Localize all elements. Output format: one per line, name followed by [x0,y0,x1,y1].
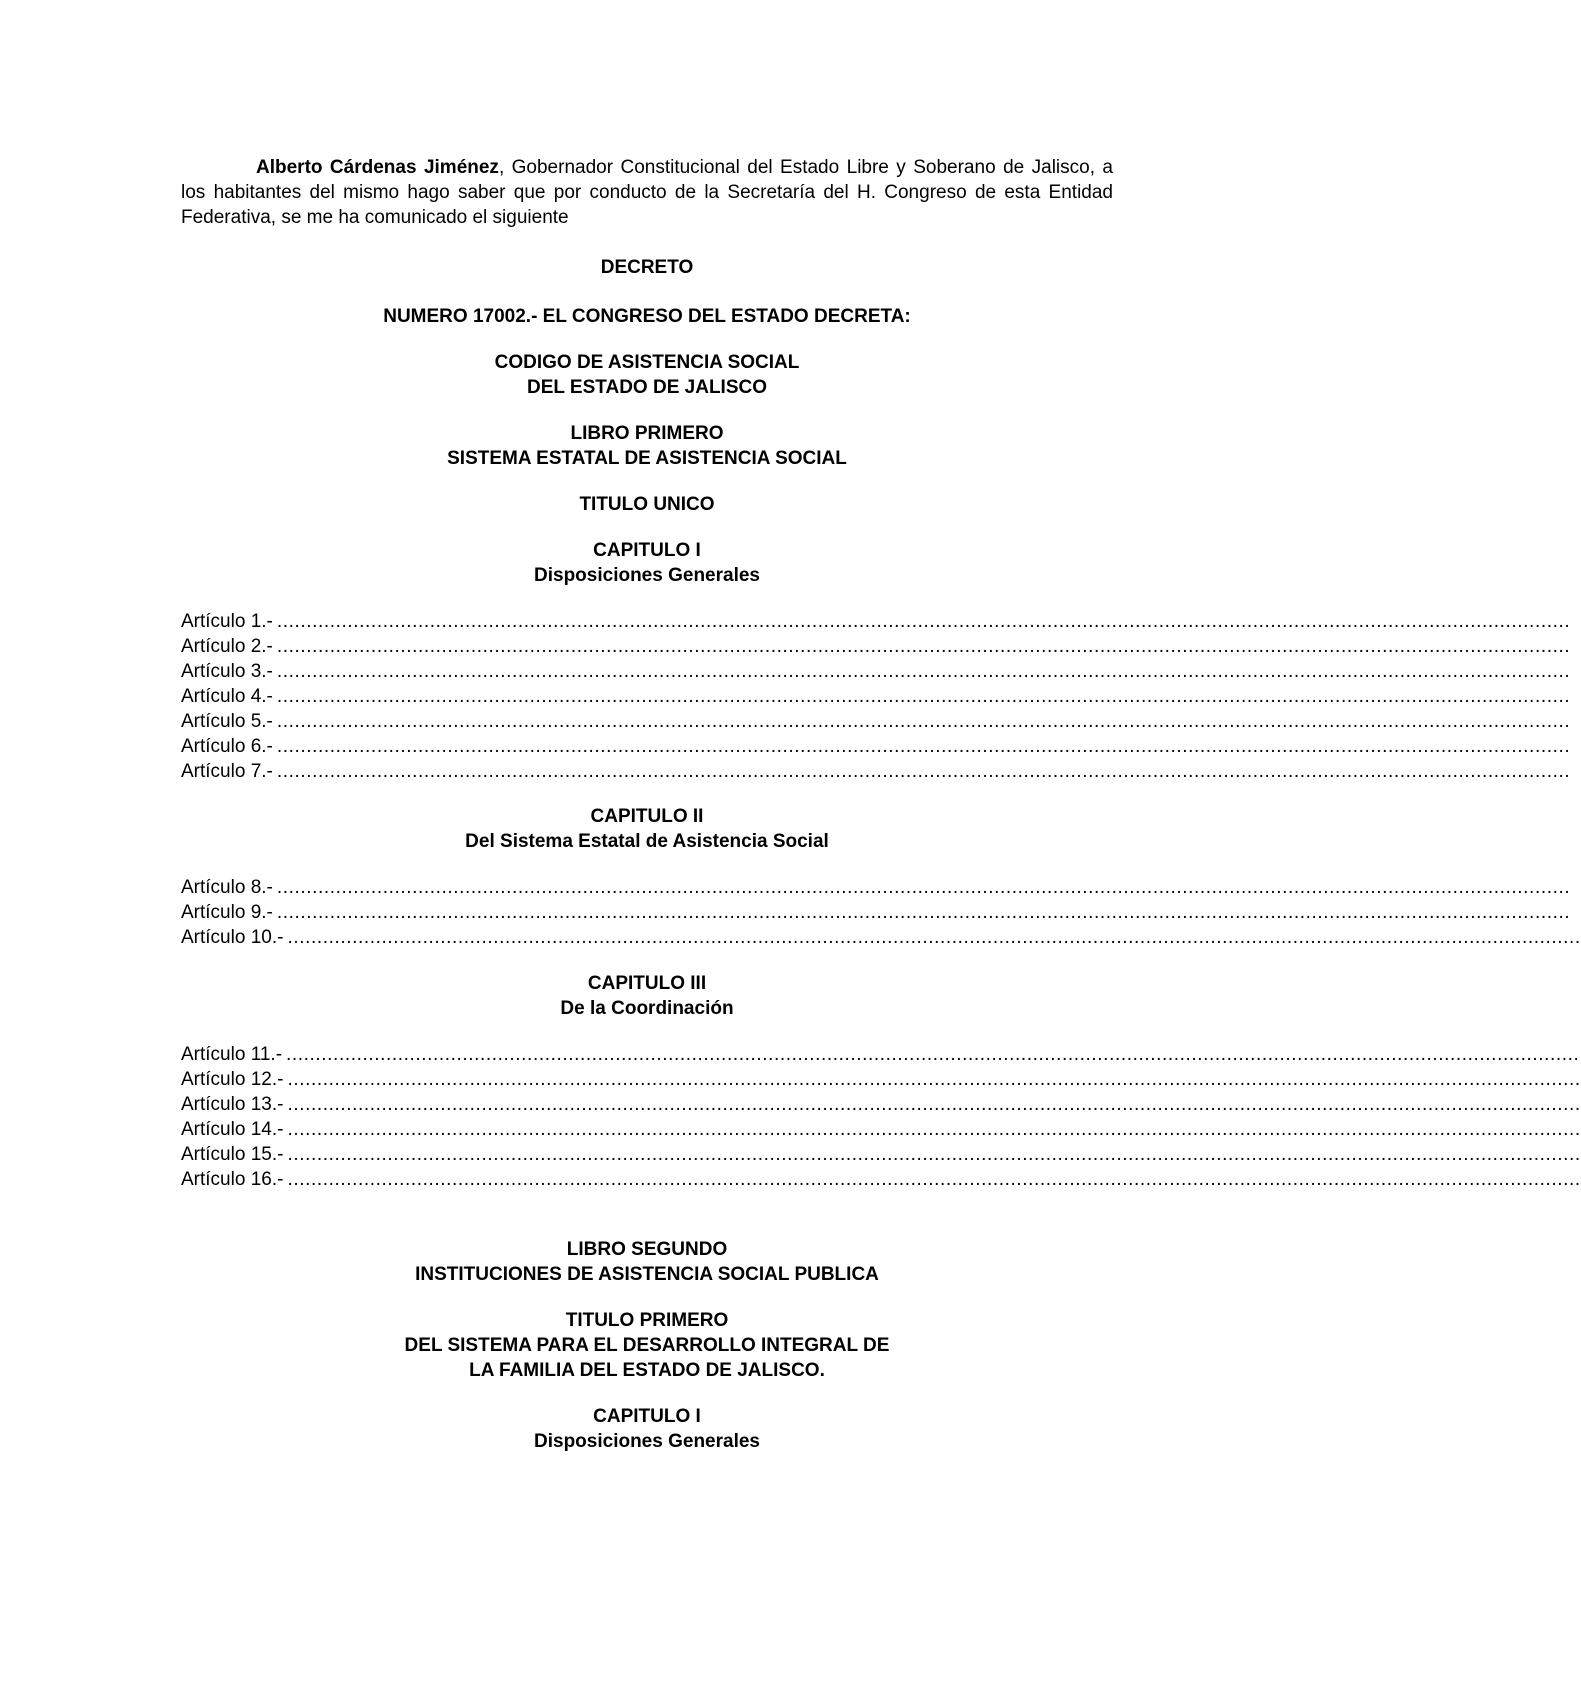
document-page [181,155,1581,1454]
dot-leader: ............................................................................................................................................................................................................................ [287,927,1581,948]
dot-leader: ............................................................................................................................................................................................................................ [276,711,1571,732]
dot-leader: ............................................................................................................................................................................................................................ [276,661,1571,682]
dot-leader: ............................................................................................................................................................................................................................ [287,1144,1581,1165]
article-row [181,1067,1581,1092]
capitulo-2-heading [181,804,1113,854]
dot-leader: ............................................................................................................................................................................................................................ [276,902,1571,923]
governor-name: Alberto Cárdenas Jiménez [256,157,499,178]
intro-paragraph [181,155,1113,230]
dot-leader: ............................................................................................................................................................................................................................ [276,611,1571,632]
dot-leader: ............................................................................................................................................................................................................................ [276,877,1571,898]
titulo-primero-line-1: TITULO PRIMERO [565,1310,729,1331]
article-label: Artículo 10.- [181,927,284,948]
article-row [181,1042,1580,1067]
libro-segundo-line-1: LIBRO SEGUNDO [566,1239,728,1260]
libro-primero-heading [181,421,1113,471]
titulo-primero-line-3: LA FAMILIA DEL ESTADO DE JALISCO. [469,1360,825,1381]
dot-leader: ............................................................................................................................................................................................................................ [276,636,1571,657]
dot-leader: ............................................................................................................................................................................................................................ [287,1119,1581,1140]
article-label: Artículo 4.- [181,686,273,707]
libro-primero-line-1: LIBRO PRIMERO [570,423,724,444]
article-row [181,925,1581,950]
article-label: Artículo 13.- [181,1094,284,1115]
article-row [181,684,1571,709]
libro-segundo-heading [181,1237,1113,1287]
article-label: Artículo 5.- [181,711,273,732]
dot-leader: ............................................................................................................................................................................................................................ [287,1169,1581,1190]
capitulo-1-b-heading [181,1404,1113,1454]
capitulo-1-b-subtitle: Disposiciones Generales [534,1431,760,1452]
article-row [181,734,1571,759]
capitulo-1-title: CAPITULO I [593,540,701,561]
decreto-heading: DECRETO [600,257,694,278]
article-label: Artículo 14.- [181,1119,284,1140]
article-row [181,759,1571,784]
article-row [181,900,1571,925]
dot-leader: ............................................................................................................................................................................................................................ [287,1094,1581,1115]
article-label: Artículo 15.- [181,1144,284,1165]
article-label: Artículo 7.- [181,761,273,782]
libro-segundo-line-2: INSTITUCIONES DE ASISTENCIA SOCIAL PUBLICA [415,1264,879,1285]
titulo-primero-heading [181,1308,1113,1383]
code-title-line-2: DEL ESTADO DE JALISCO [527,377,767,398]
code-title [181,350,1113,400]
article-label: Artículo 3.- [181,661,273,682]
article-label: Artículo 1.- [181,611,273,632]
article-row [181,1092,1581,1117]
capitulo-1-articles [181,609,1571,784]
article-label: Artículo 2.- [181,636,273,657]
titulo-primero-line-2: DEL SISTEMA PARA EL DESARROLLO INTEGRAL DE [404,1335,890,1356]
article-row [181,1142,1581,1167]
article-row [181,609,1571,634]
dot-leader: ............................................................................................................................................................................................................................ [286,1044,1580,1065]
capitulo-1-b-title: CAPITULO I [593,1406,701,1427]
capitulo-2-title: CAPITULO II [590,806,704,827]
article-label: Artículo 6.- [181,736,273,757]
dot-leader: ............................................................................................................................................................................................................................ [276,736,1571,757]
article-label: Artículo 16.- [181,1169,284,1190]
article-label: Artículo 11.- [181,1044,283,1065]
article-label: Artículo 12.- [181,1069,284,1090]
capitulo-3-title: CAPITULO III [587,973,707,994]
capitulo-3-subtitle: De la Coordinación [560,998,734,1019]
article-row [181,709,1571,734]
capitulo-3-heading [181,971,1113,1021]
capitulo-2-articles [181,875,1581,950]
dot-leader: ............................................................................................................................................................................................................................ [276,761,1571,782]
dot-leader: ............................................................................................................................................................................................................................ [276,686,1571,707]
capitulo-1-subtitle: Disposiciones Generales [534,565,760,586]
capitulo-1-heading [181,538,1113,588]
article-row [181,1167,1581,1192]
capitulo-2-subtitle: Del Sistema Estatal de Asistencia Social [465,831,829,852]
titulo-unico-heading: TITULO UNICO [579,494,715,515]
capitulo-3-articles [181,1042,1581,1192]
dot-leader: ............................................................................................................................................................................................................................ [287,1069,1581,1090]
article-row [181,634,1571,659]
code-title-line-1: CODIGO DE ASISTENCIA SOCIAL [494,352,800,373]
article-label: Artículo 9.- [181,902,273,923]
article-row [181,875,1571,900]
article-row [181,1117,1581,1142]
article-row [181,659,1571,684]
libro-primero-line-2: SISTEMA ESTATAL DE ASISTENCIA SOCIAL [447,448,847,469]
intro-text: , Gobernador Constitucional del Estado Libre y Soberano de Jalisco, a los habitantes del mismo hago saber que por conducto de la Secretaría del H. Congreso de esta Entidad Federativa, se me ha comunicado el siguiente [181,157,1113,228]
decree-number-heading: NUMERO 17002.- EL CONGRESO DEL ESTADO DECRETA: [383,306,911,327]
article-label: Artículo 8.- [181,877,273,898]
